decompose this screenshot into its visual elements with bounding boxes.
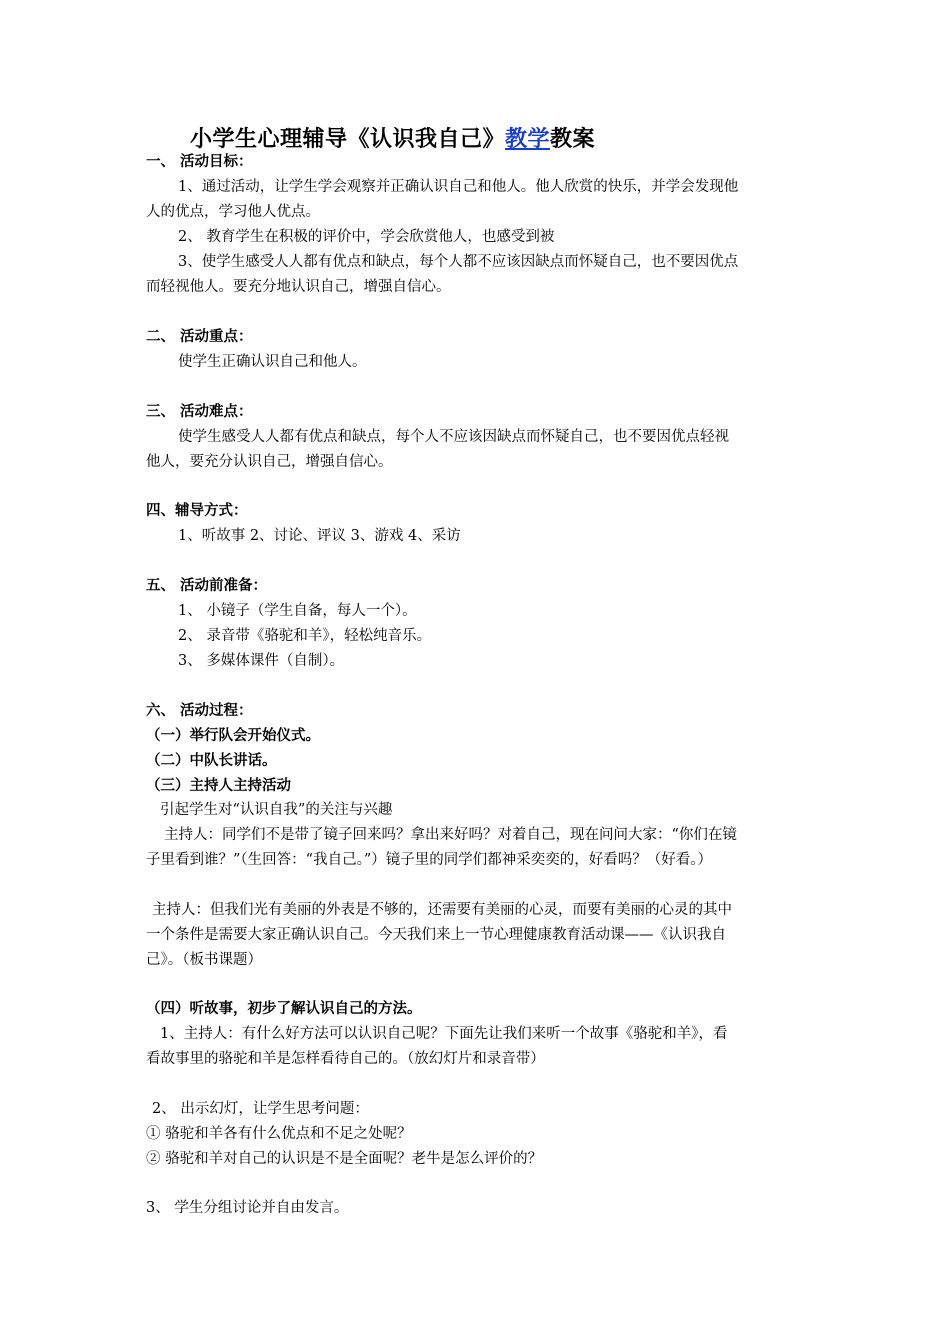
section-6-sub-3: （三）主持人主持活动 bbox=[146, 777, 291, 794]
section-3-line-2: 他人，要充分认识自己，增强自信心。 bbox=[146, 454, 393, 470]
section-1-line-1: 1、通过活动，让学生学会观察并正确认识自己和他人。他人欣赏的快乐，并学会发现他 bbox=[178, 179, 739, 195]
section-2-line-1: 使学生正确认识自己和他人。 bbox=[178, 354, 367, 370]
section-5-heading: 五、 活动前准备： bbox=[146, 577, 268, 594]
section-6-line-8: 看故事里的骆驼和羊是怎样看待自己的。（放幻灯片和录音带） bbox=[146, 1051, 545, 1067]
section-6-heading: 六、 活动过程： bbox=[146, 702, 253, 719]
title-link[interactable]: 教学 bbox=[505, 126, 551, 152]
section-6-sub-1: （一）举行队会开始仪式。 bbox=[146, 727, 320, 744]
section-2-heading: 二、 活动重点： bbox=[146, 328, 253, 345]
section-1-line-5: 而轻视他人。要充分地认识自己，增强自信心。 bbox=[146, 279, 451, 295]
section-6-line-4: 主持人：但我们光有美丽的外表是不够的，还需要有美丽的心灵，而要有美丽的心灵的其中 bbox=[152, 902, 732, 918]
section-1-heading: 一、 活动目标： bbox=[146, 153, 253, 170]
section-6-line-5: 一个条件是需要大家正确认识自己。今天我们来上一节心理健康教育活动课——《认识我自 bbox=[146, 927, 726, 943]
document-title bbox=[190, 122, 595, 153]
section-6-line-10: ① 骆驼和羊各有什么优点和不足之处呢？ bbox=[146, 1126, 412, 1142]
section-6-sub-4: （四）听故事，初步了解认识自己的方法。 bbox=[146, 1000, 422, 1017]
section-5-line-3: 3、 多媒体课件（自制）。 bbox=[178, 653, 345, 669]
title-prefix: 小学生心理辅导《认识我自己》 bbox=[190, 126, 506, 152]
section-6-line-11: ② 骆驼和羊对自己的认识是不是全面呢？老牛是怎么评价的？ bbox=[146, 1151, 543, 1167]
section-3-heading: 三、 活动难点： bbox=[146, 403, 253, 420]
section-6-line-9: 2、 出示幻灯，让学生思考问题： bbox=[152, 1101, 369, 1117]
section-6-line-7: 1、主持人：有什么好方法可以认识自己呢？下面先让我们来听一个故事《骆驼和羊》，看 bbox=[160, 1026, 728, 1042]
section-1-line-3: 2、 教育学生在积极的评价中，学会欣赏他人，也感受到被 bbox=[178, 229, 555, 245]
section-6-line-2: 主持人：同学们不是带了镜子回来吗？拿出来好吗？对着自己，现在问问大家：“你们在镜 bbox=[164, 827, 737, 843]
section-5-line-1: 1、 小镜子（学生自备，每人一个）。 bbox=[178, 603, 417, 619]
section-6-line-3: 子里看到谁？”（生回答：“我自己。”）镜子里的同学们都神采奕奕的，好看吗？（好看。） bbox=[146, 852, 712, 868]
section-6-line-6: 己》。（板书课题） bbox=[146, 952, 262, 968]
section-3-line-1: 使学生感受人人都有优点和缺点，每个人不应该因缺点而怀疑自己，也不要因优点轻视 bbox=[178, 429, 729, 445]
section-1-line-4: 3、使学生感受人人都有优点和缺点，每个人都不应该因缺点而怀疑自己，也不要因优点 bbox=[178, 254, 739, 270]
section-6-sub-2: （二）中队长讲话。 bbox=[146, 752, 277, 769]
section-4-line-1: 1、听故事 2、讨论、评议 3、游戏 4、采访 bbox=[178, 528, 461, 544]
section-6-line-1: 引起学生对“认识自我”的关注与兴趣 bbox=[160, 802, 393, 818]
title-suffix: 教案 bbox=[550, 126, 596, 152]
section-5-line-2: 2、 录音带《骆驼和羊》，轻松纯音乐。 bbox=[178, 628, 432, 644]
section-1-line-2: 人的优点，学习他人优点。 bbox=[146, 204, 320, 220]
section-4-heading: 四、辅导方式： bbox=[146, 502, 248, 519]
section-6-line-12: 3、 学生分组讨论并自由发言。 bbox=[146, 1200, 349, 1216]
